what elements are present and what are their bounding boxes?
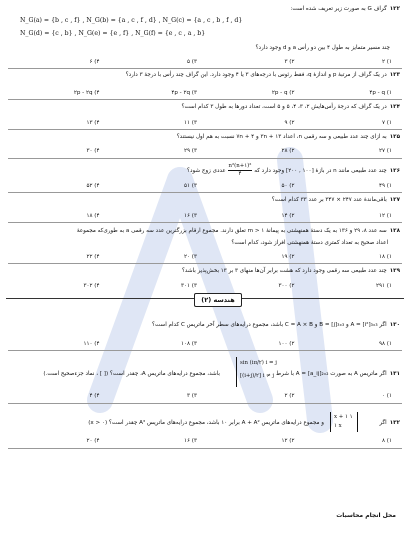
option-1[interactable]: ۱) ۷ [382,120,392,126]
divider [8,68,402,69]
question-tail: عددی زوج شود؟ [187,168,226,174]
fraction [228,163,253,178]
options-126 [10,183,400,189]
option-2[interactable]: ۲) ۳۰۰ [278,283,295,289]
option-3[interactable]: ۳) ۱۶ [184,213,197,219]
option-3[interactable]: ۳) ۱۰۸ [181,341,197,347]
divider [8,403,402,404]
options-128 [10,254,400,260]
option-3[interactable]: ۳) ۲۰ [184,254,197,260]
option-1[interactable]: ۱) ۸ [382,438,392,444]
option-2[interactable]: ۲) ۲p - q [271,90,295,96]
option-4[interactable]: ۴) ۳۰۲ [83,283,100,289]
options-127 [10,213,400,219]
question-number: ۱۲۵ [389,134,400,140]
option-3[interactable]: ۳) ۱۶ [184,438,197,444]
question-text: چند عدد طبیعی سه رقمی وجود دارد که هشت برابر آن‌ها منهای ۳ بر ۱۳ بخش‌پذیر باشد؟ [181,268,387,274]
question-text: اگر A = [i²]₃ₓ₃ و B = [j]₃ₓ₃ و C = A × B باشد، مجموع درایه‌های سطر آخر ماتریس C کدام است؟ [152,322,387,328]
divider [8,129,402,130]
matrix-a [330,412,358,432]
question-124 [10,104,400,111]
option-4[interactable]: ۴) ۶ [89,59,100,65]
question-number: ۱۳۰ [389,322,400,328]
option-2[interactable]: ۲) ۲ [284,393,295,399]
options-129 [10,283,400,289]
divider [8,192,402,193]
question-tail: باشد، مجموع درایه‌های ماتریس A، چقدر است؟ ([ ] ، نماد جزءصحیح است.) [43,371,220,377]
option-4[interactable]: ۴) ۴ [89,393,100,399]
option-3[interactable]: ۳) ۳ [187,393,197,399]
option-1[interactable]: ۱) ۱۸ [379,254,392,260]
question-stem: چند مسیر متمایز به طول ۴ بین دو رأس a و d وجود دارد؟ [255,45,390,51]
option-1[interactable]: ۱) ۲ [382,59,392,65]
divider [8,448,402,449]
divider [8,222,402,223]
option-1[interactable]: ۱) ۲۹۱ [376,283,392,289]
matrix-row-1: x + ۱ ۱ [334,414,353,420]
divider [8,350,402,351]
option-2[interactable]: ۲) ۹ [284,120,295,126]
fraction-denominator: ۴ [238,171,242,177]
options-123 [10,90,400,96]
question-122 [10,6,400,13]
option-1[interactable]: ۱) ۰ [382,393,392,399]
divider [8,263,402,264]
option-2[interactable]: ۲) ۱۲ [281,438,295,444]
option-4[interactable]: ۴) ۲۲ [86,254,100,260]
condition-row-2: [(i+j)/۲] i ≠ j [240,373,275,379]
option-3[interactable]: ۳) ۱۱ [184,120,197,126]
question-text: گراف G به صورت زیر تعریف شده است: [290,6,387,12]
option-4[interactable]: ۴) ۲p - ۲q [73,90,100,96]
option-1[interactable]: ۱) ۱۲ [379,213,392,219]
question-number: ۱۲۷ [389,197,400,203]
options-122 [10,59,400,65]
option-4[interactable]: ۴) ۲۰ [86,438,100,444]
question-129 [10,268,400,275]
options-132 [10,438,400,444]
question-number: ۱۲۸ [389,228,400,234]
option-4[interactable]: ۴) ۱۳ [86,120,100,126]
question-text: باقی‌ماندهٔ عدد ۲۴۷ × ۳۴۷ بر عدد ۳۳ کدام است؟ [271,197,387,203]
question-number: ۱۲۶ [389,168,400,174]
options-131 [10,393,400,399]
question-text: اگر ماتریس A به صورت A = [a_ij]₂ₓ₂ با شرط [276,371,387,377]
matrix-row-2: ۱ x [334,423,342,429]
question-text: به ازای چند عدد طبیعی و سه رقمی n، اعداد ۳n + ۱۳ و ۷n + ۴ نسبت به هم اول نیستند؟ [176,134,387,140]
question-126 [10,163,400,178]
neighbor-set-line-2: N_G(d) = {c , b} , N_G(e) = {e , f} , N_G(f) = {e , c , a , b} [20,30,206,37]
options-124 [10,120,400,126]
options-130 [10,341,400,347]
question-125 [10,134,400,141]
question-123 [10,72,400,79]
fraction-numerator: n²(n+۱)² [228,163,252,169]
option-4[interactable]: ۴) ۱۱۰ [83,341,100,347]
option-4[interactable]: ۴) ۳۰ [86,148,100,154]
piecewise-condition [236,357,281,387]
option-1[interactable]: ۱) ۴۹ [379,183,392,189]
option-3[interactable]: ۳) ۳۰۱ [181,283,197,289]
option-2[interactable]: ۲) ۵۰ [281,183,295,189]
option-3[interactable]: ۳) ۵ [187,59,197,65]
divider [8,99,402,100]
question-number: ۱۲۴ [389,104,400,110]
option-3[interactable]: ۳) ۵۱ [184,183,197,189]
question-130 [10,322,400,329]
option-3[interactable]: ۳) ۴p - ۲q [171,90,197,96]
question-text: در یک گراف از مرتبهٔ p و اندازهٔ q، فقط رئوس با درجه‌های ۳ یا ۴ وجود دارد. این گراف چند رأس با درجهٔ ۳ دارد؟ [125,72,387,78]
question-number: ۱۲۳ [389,72,400,78]
question-number: ۱۳۲ [389,420,400,426]
question-number: ۱۲۹ [389,268,400,274]
question-number: ۱۲۲ [389,6,400,12]
question-text: چند عدد طبیعی مانند n در بازهٔ [۱۰۰ , ۲۰۰] وجود دارد که [254,168,387,174]
option-2[interactable]: ۲) ۱۹ [281,254,295,260]
question-128 [10,228,400,235]
neighbor-set-line-1: N_G(a) = {b , c , f} , N_G(b) = {a , c , f , d} , N_G(c) = {a , c , b , f , d} [20,17,243,24]
divider [8,158,402,159]
scratch-area-label: محل انجام محاسبات [336,512,396,519]
option-2[interactable]: ۲) ۱۴ [281,213,295,219]
question-tail: و مجموع درایه‌های ماتریس A + A² برابر ۱۰ باشد، مجموع درایه‌های ماتریس A³ چقدر است؟ (x > ۰) [88,420,324,426]
question-text: سه عدد ۸، ۲۹ و ۱۳۶ به یک دستهٔ همنهشتی به پیمانهٔ m > ۱ تعلق دارند. مجموع ارقام بزرگترین عدد سه رقمی a به طوری‌که مجموعهٔ [76,228,387,234]
option-1[interactable]: ۱) ۲۷ [379,148,392,154]
option-2[interactable]: ۲) ۳ [284,59,295,65]
question-number: ۱۳۱ [389,371,400,377]
option-1[interactable]: ۱) ۴p - q [369,90,392,96]
question-text: در یک گراف که درجهٔ رأس‌هایش ۲، ۳، ۴، ۵ و ۵ است، تعداد دورها به طول ۳ کدام است؟ [181,104,387,110]
condition-row-1: sin (iπ/۲) i = j [240,360,277,366]
option-1[interactable]: ۱) ۹۸ [379,341,392,347]
question-128-line2: اعداد صحیح به تعداد کمتری دستهٔ همنهشتی افراز شود، کدام است؟ [231,240,388,246]
option-4[interactable]: ۴) ۱۸ [86,213,100,219]
option-2[interactable]: ۲) ۲۸ [281,148,295,154]
question-127 [10,197,400,204]
option-4[interactable]: ۴) ۵۲ [86,183,100,189]
question-text: اگر [379,420,387,426]
option-2[interactable]: ۲) ۱۰۰ [278,341,295,347]
section-title: هندسه (۲) [194,293,242,307]
options-125 [10,148,400,154]
option-3[interactable]: ۳) ۲۹ [184,148,197,154]
